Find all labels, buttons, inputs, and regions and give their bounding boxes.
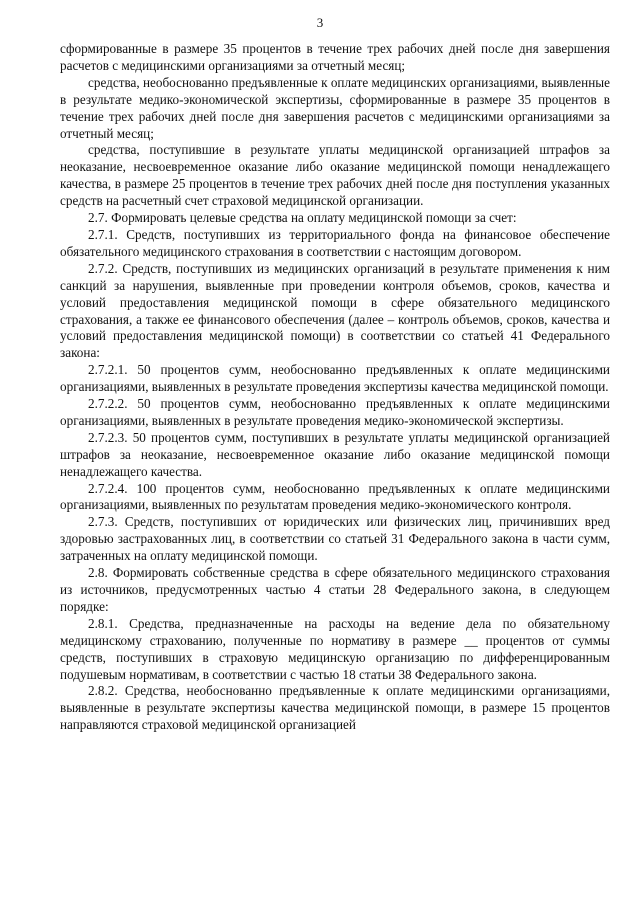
clause-2-7-2-4: 2.7.2.4. 100 процентов сумм, необоснованно предъявленных к оплате медицинскими организациями, выявленных по результатам проведения медико-экономического контроля. xyxy=(60,480,610,513)
paragraph: средства, необоснованно предъявленные к оплате медицинских организациями, выявленные в результате медико-экономической экспертизы, сформированные в размере 35 процентов в течение трех рабочих дней после дня завершения расчетов с медицинскими организациями за отчетный месяц; xyxy=(60,74,610,141)
clause-2-8-1: 2.8.1. Средства, предназначенные на расходы на ведение дела по обязательному медицинскому страхованию, полученные по нормативу в размере __ процентов от суммы средств, поступивших в страховую медицинскую организацию по дифференцированным подушевым нормативам, в соответствии с частью 18 статьи 38 Федерального закона. xyxy=(60,615,610,682)
clause-2-8-2: 2.8.2. Средства, необоснованно предъявленные к оплате медицинскими организациями, выявленные в результате экспертизы качества медицинской помощи, в размере 15 процентов направляются страховой медицинской организацией xyxy=(60,683,610,733)
clause-2-7-2-3: 2.7.2.3. 50 процентов сумм, поступивших в результате уплаты медицинской организацией штрафов за неоказание, несвоевременное оказание либо оказание медицинской помощи ненадлежащего качества. xyxy=(60,429,610,479)
clause-2-7-2: 2.7.2. Средств, поступивших из медицинских организаций в результате применения к ним санкций за нарушения, выявленные при проведении контроля объемов, сроков, качества и условий предоставления медицинской помощи в сфере обязательного медицинского страхования, а также ее финансового обеспечения (далее – контроль объемов, сроков, качества и условий предоставления медицинской помощи) в соответствии со статьей 41 Федерального закона: xyxy=(60,260,610,361)
document-body xyxy=(60,41,610,734)
section-heading-2-7: 2.7. Формировать целевые средства на оплату медицинской помощи за счет: xyxy=(88,210,517,226)
clause-2-7-2-1: 2.7.2.1. 50 процентов сумм, необоснованно предъявленных к оплате медицинскими организациями, выявленных в результате проведения экспертизы качества медицинской помощи. xyxy=(60,362,610,395)
paragraph: средства, поступившие в результате уплаты медицинской организацией штрафов за неоказание, несвоевременное оказание либо оказание медицинской помощи ненадлежащего качества, в размере 25 процентов в течение трех рабочих дней после дня поступления указанных средств на расчетный счет страховой медицинской организации. xyxy=(60,142,610,209)
paragraph: сформированные в размере 35 процентов в течение трех рабочих дней после дня завершения расчетов с медицинскими организациями за отчетный месяц; xyxy=(60,41,610,73)
page-number: 3 xyxy=(316,15,324,30)
clause-2-7-1: 2.7.1. Средств, поступивших из территориального фонда на финансовое обеспечение обязательного медицинского страхования в соответствии с настоящим договором. xyxy=(60,226,610,259)
section-heading-2-8: 2.8. Формировать собственные средства в сфере обязательного медицинского страхования из источников, предусмотренных частью 4 статьи 28 Федерального закона, в следующем порядке: xyxy=(60,565,610,614)
clause-2-7-3: 2.7.3. Средств, поступивших от юридических или физических лиц, причинивших вред здоровью застрахованных лиц, в соответствии со статьей 31 Федерального закона в части сумм, затраченных на оплату медицинской помощи. xyxy=(60,514,610,564)
clause-2-7-2-2: 2.7.2.2. 50 процентов сумм, необоснованно предъявленных к оплате медицинскими организациями, выявленных в результате проведения медико-экономической экспертизы. xyxy=(60,396,610,428)
